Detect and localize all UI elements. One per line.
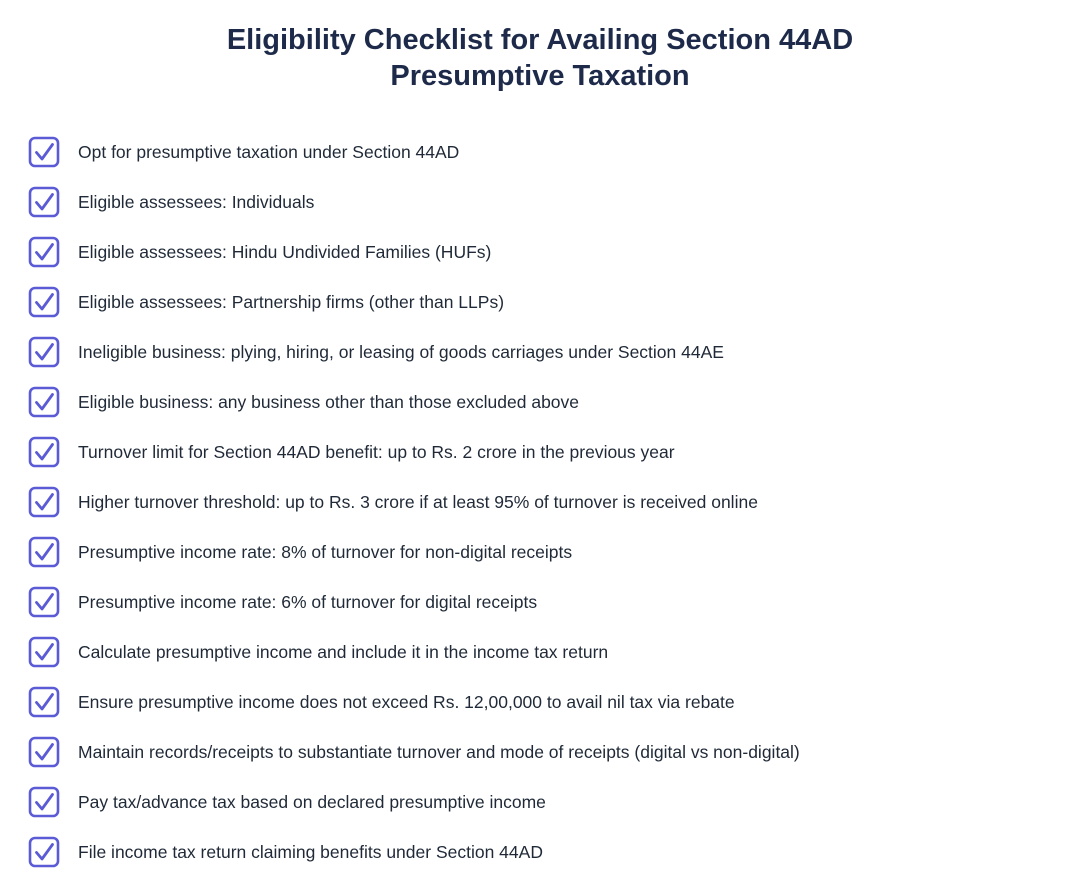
checked-box-icon[interactable] bbox=[28, 536, 60, 568]
checked-box-icon[interactable] bbox=[28, 186, 60, 218]
checked-box-icon[interactable] bbox=[28, 636, 60, 668]
checklist-item bbox=[28, 536, 800, 586]
checklist-item bbox=[28, 636, 800, 686]
checklist-item-label: Higher turnover threshold: up to Rs. 3 crore if at least 95% of turnover is received online bbox=[78, 492, 758, 512]
checklist-item bbox=[28, 836, 800, 886]
checklist-item-label: Calculate presumptive income and include it in the income tax return bbox=[78, 642, 609, 662]
page-title-line-1: Eligibility Checklist for Availing Section 44AD bbox=[226, 24, 854, 56]
checked-box-icon[interactable] bbox=[28, 436, 60, 468]
checklist-item bbox=[28, 786, 800, 836]
checklist-item-label: Eligible business: any business other than those excluded above bbox=[78, 392, 580, 412]
checklist-item-label: Pay tax/advance tax based on declared presumptive income bbox=[78, 792, 546, 812]
checklist-item-label: File income tax return claiming benefits under Section 44AD bbox=[78, 842, 543, 862]
checklist-item bbox=[28, 686, 800, 736]
checklist-item-label: Eligible assessees: Partnership firms (other than LLPs) bbox=[78, 292, 505, 312]
checklist-item bbox=[28, 136, 800, 186]
page-title-line-2: Presumptive Taxation bbox=[390, 60, 690, 92]
checked-box-icon[interactable] bbox=[28, 236, 60, 268]
checked-box-icon[interactable] bbox=[28, 386, 60, 418]
checklist-item-label: Ineligible business: plying, hiring, or leasing of goods carriages under Section 44AE bbox=[78, 342, 724, 362]
checklist-item-label: Maintain records/receipts to substantiate turnover and mode of receipts (digital vs non-digital) bbox=[78, 742, 800, 762]
checklist-item-label: Turnover limit for Section 44AD benefit: up to Rs. 2 crore in the previous year bbox=[78, 442, 675, 462]
checklist-item bbox=[28, 236, 800, 286]
checked-box-icon[interactable] bbox=[28, 686, 60, 718]
checklist-item bbox=[28, 336, 800, 386]
checklist-item bbox=[28, 186, 800, 236]
checklist-item-label: Presumptive income rate: 6% of turnover for digital receipts bbox=[78, 592, 538, 612]
checked-box-icon[interactable] bbox=[28, 586, 60, 618]
checked-box-icon[interactable] bbox=[28, 286, 60, 318]
checklist-item bbox=[28, 286, 800, 336]
eligibility-checklist bbox=[28, 136, 800, 886]
checked-box-icon[interactable] bbox=[28, 336, 60, 368]
checklist-item bbox=[28, 736, 800, 786]
checklist-item bbox=[28, 436, 800, 486]
checked-box-icon[interactable] bbox=[28, 836, 60, 868]
checklist-item-label: Presumptive income rate: 8% of turnover for non-digital receipts bbox=[78, 542, 573, 562]
page-title bbox=[0, 22, 1080, 94]
checklist-item bbox=[28, 586, 800, 636]
checklist-item-label: Opt for presumptive taxation under Section 44AD bbox=[78, 142, 460, 162]
checked-box-icon[interactable] bbox=[28, 736, 60, 768]
checklist-item-label: Eligible assessees: Hindu Undivided Families (HUFs) bbox=[78, 242, 492, 262]
checked-box-icon[interactable] bbox=[28, 486, 60, 518]
checked-box-icon[interactable] bbox=[28, 786, 60, 818]
checklist-item bbox=[28, 486, 800, 536]
checklist-item-label: Ensure presumptive income does not exceed Rs. 12,00,000 to avail nil tax via rebate bbox=[78, 692, 735, 712]
checklist-item bbox=[28, 386, 800, 436]
checklist-item-label: Eligible assessees: Individuals bbox=[78, 192, 315, 212]
checked-box-icon[interactable] bbox=[28, 136, 60, 168]
